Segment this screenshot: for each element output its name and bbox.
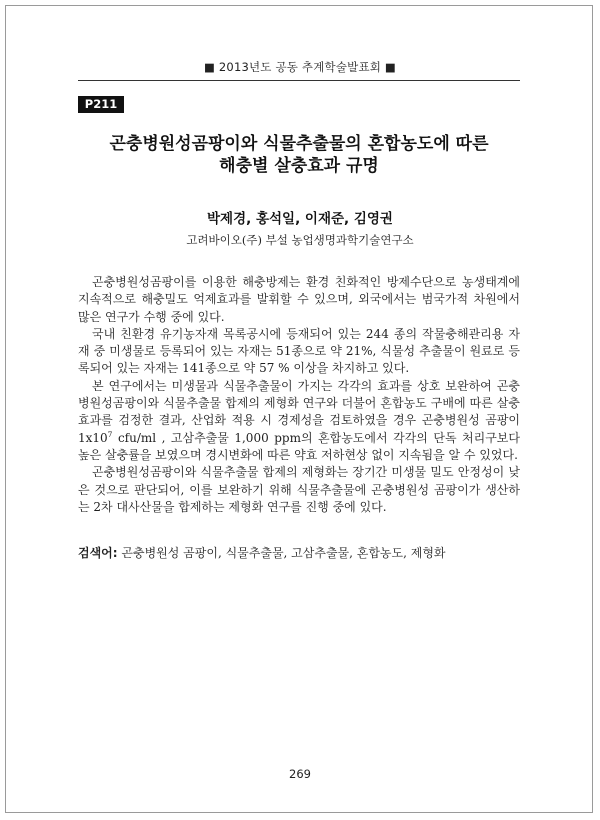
paragraph-3-part-b: cfu/ml , 고삼추출물 1,000 ppm의 혼합농도에서 각각의 단독 처리구보다 높은 살충률을 보였으며 경시변화에 따른 약효 저하현상 없이 지속됨을 알 수 있었다. bbox=[78, 430, 520, 462]
paper-id-badge: P211 bbox=[78, 96, 124, 113]
keywords-label: 검색어: bbox=[78, 546, 118, 560]
paragraph-2: 국내 친환경 유기농자재 목록공시에 등재되어 있는 244 종의 작물충해관리용 자재 중 미생물로 등록되어 있는 자재는 51종으로 약 21%, 식물성 추출물이 원료로 등록되어 있는 자재는 141종으로 약 57 % 이상을 차지하고 있다. bbox=[78, 326, 520, 376]
header-rule bbox=[78, 80, 520, 81]
paragraph-3 bbox=[78, 378, 520, 464]
keywords bbox=[78, 545, 520, 562]
keywords-list: 곤충병원성 곰팡이, 식물추출물, 고삼추출물, 혼합농도, 제형화 bbox=[117, 546, 446, 560]
abstract-body bbox=[78, 274, 520, 516]
page-number: 269 bbox=[289, 767, 311, 781]
affiliation: 고려바이오(주) 부설 농업생명과학기술연구소 bbox=[186, 233, 414, 247]
title-line-1: 곤충병원성곰팡이와 식물추출물의 혼합농도에 따른 bbox=[109, 134, 489, 154]
exponent: 7 bbox=[107, 429, 113, 439]
title-line-2: 해충별 살충효과 규명 bbox=[219, 156, 379, 176]
author-list: 박제경, 홍석일, 이재준, 김영권 bbox=[207, 211, 393, 227]
running-header: ■ 2013년도 공동 추계학술발표회 ■ bbox=[203, 60, 397, 74]
paper-title bbox=[78, 133, 520, 177]
paragraph-1: 곤충병원성곰팡이를 이용한 해충방제는 환경 친화적인 방제수단으로 농생태계에 지속적으로 해충밀도 억제효과를 발휘할 수 있으며, 외국에서는 범국가적 차원에서 많은 연구가 수행 중에 있다. bbox=[78, 275, 520, 324]
paragraph-3-part-a: 본 연구에서는 미생물과 식물추출물이 가지는 각각의 효과를 상호 보완하여 곤충병원성곰팡이와 식물추출물 합제의 제형화 연구와 더불어 혼합농도 구배에 따른 살충 효과를 검정한 결과, 산업화 적용 시 경제성을 검토하였을 경우 곤충병원성 곰팡이 1x10 bbox=[78, 378, 520, 445]
paragraph-4: 곤충병원성곰팡이와 식물추출물 합제의 제형화는 장기간 미생물 밀도 안정성이 낮은 것으로 판단되어, 이를 보완하기 위해 식물추출물에 곤충병원성 곰팡이가 생산하는 2차 대사산물을 합제하는 제형화 연구를 진행 중에 있다. bbox=[78, 465, 520, 514]
